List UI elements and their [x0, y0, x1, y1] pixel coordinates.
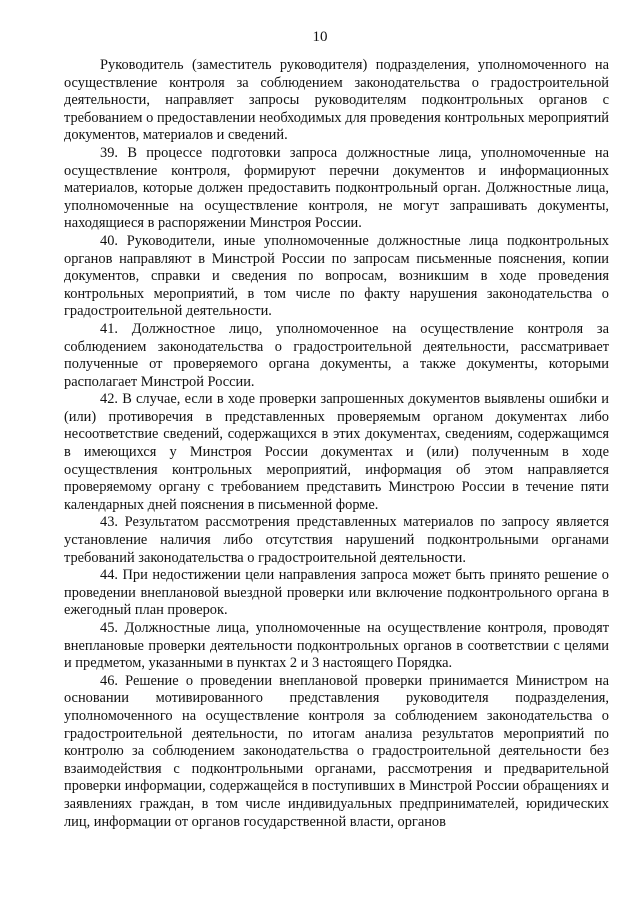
paragraph-44: 44. При недостижении цели направления запроса может быть принято решение о проведении внеплановой выездной проверки или включение подконтрольного органа в ежегодный план проверок.: [64, 567, 609, 619]
paragraph-42: 42. В случае, если в ходе проверки запрошенных документов выявлены ошибки и (или) противоречия в представленных проверяемым органом документах либо несоответствие сведений, содержащихся в этих документах, сведениям, содержащимся в имеющихся у Минстроя России документах и (или) полученным в ходе осуществления контрольных мероприятий, информация об этом направляется проверяемому органу с требованием представить Минстрою России в течение пяти календарных дней пояснения в письменной форме.: [64, 391, 609, 513]
paragraph-46: 46. Решение о проведении внеплановой проверки принимается Министром на основании мотивированного представления руководителя подразделения, уполномоченного на осуществление контроля за соблюдением законодательства о градостроительной деятельности, по итогам анализа результатов мероприятий по контролю за соблюдением законодательства о градостроительной деятельности без взаимодействия с подконтрольными органами, рассмотрения и предварительной проверки информации, содержащейся в поступивших в Минстрой России обращениях и заявлениях граждан, в том числе индивидуальных предпринимателей, юридических лиц, информации от органов государственной власти, органов: [64, 672, 609, 830]
paragraph-41: 41. Должностное лицо, уполномоченное на осуществление контроля за соблюдением законодательства о градостроительной деятельности, рассматривает полученные от проверяемого органа документы, а также документы, которыми располагает Минстрой России.: [64, 320, 609, 390]
paragraph-39: 39. В процессе подготовки запроса должностные лица, уполномоченные на осуществление контроля, формируют перечни документов и информационных материалов, которые должен предоставить подконтрольный орган. Должностные лица, уполномоченные на осуществление контроля, не могут запрашивать документы, находящиеся в распоряжении Минстроя России.: [64, 144, 609, 232]
body-text: [64, 57, 609, 831]
page-number: 10: [312, 29, 328, 45]
paragraph-40: 40. Руководители, иные уполномоченные должностные лица подконтрольных органов направляют в Минстрой России по запросам письменные пояснения, копии документов, справки и сведения по вопросам, возникшим в ходе проведения контрольных мероприятий, в том числе по факту нарушения законодательства о градостроительной деятельности.: [64, 232, 609, 320]
paragraph-intro: Руководитель (заместитель руководителя) подразделения, уполномоченного на осуществление контроля за соблюдением законодательства о градостроительной деятельности, направляет запросы руководителям подконтрольных органов с требованием о предоставлении необходимых для проведения контрольных мероприятий документов, материалов и сведений.: [64, 57, 609, 144]
paragraph-45: 45. Должностные лица, уполномоченные на осуществление контроля, проводят внеплановые проверки деятельности подконтрольных органов в соответствии с целями и предметом, указанными в пунктах 2 и 3 настоящего Порядка.: [64, 620, 609, 672]
paragraph-43: 43. Результатом рассмотрения представленных материалов по запросу является установление наличия либо отсутствия нарушений подконтрольными органами требований законодательства о градостроительной деятельности.: [64, 514, 609, 566]
